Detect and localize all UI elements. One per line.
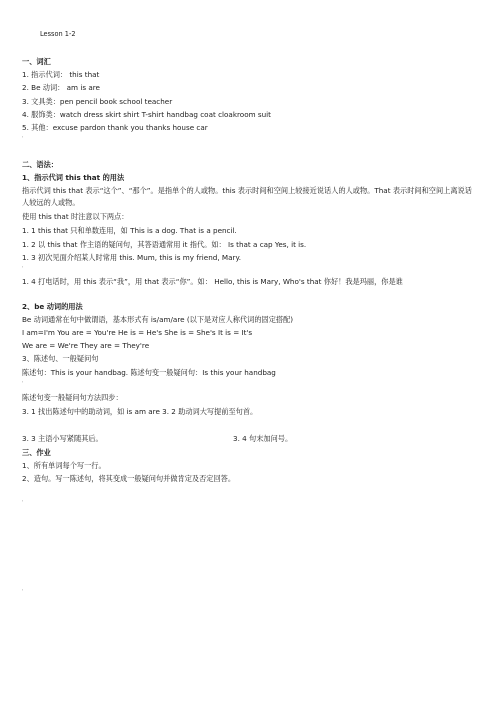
paragraph-mark: ' [22,266,24,272]
paragraph-mark: ' [22,589,24,595]
vocab-line-4: 4. 服饰类：watch dress skirt shirt T-shirt handbag coat cloakroom suit [22,110,271,119]
grammar-point-1-4: 1. 4 打电话时，用 this 表示“我”，用 that 表示“你”。如： Hello, this is Mary, Who's that 你好！我是玛丽，你是谁 [22,277,403,286]
section-1-heading: 一、词汇 [22,57,51,66]
vocab-line-5: 5. 其他：excuse pardon thank you thanks house car [22,123,208,132]
section-3-heading: 三、作业 [22,448,51,457]
paragraph-mark: ' [22,381,24,387]
paragraph-mark: ' [22,136,24,142]
grammar-point-1-2: 1. 2 以 this that 作主语的疑问句，其答语通常用 it 指代。如： Is that a cap Yes, it is. [22,240,307,249]
lesson-title: Lesson 1-2 [40,30,76,38]
paragraph-mark: ' [22,500,24,506]
grammar-sub-1: 1、指示代词 this that 的用法 [22,173,125,182]
grammar-paragraph-1: 指示代词 this that 表示“这个”、“那个”。是指单个的人或物。this 表示时间和空间上较接近说话人的人或物。That 表示时间和空间上离说话人较远的人或物。 [22,186,472,207]
grammar-point-1-1: 1. 1 this that 只和单数连用，如 This is a dog. That is a pencil. [22,226,237,235]
steps-line-2a: 3. 3 主语小写紧随其后。 [22,434,103,443]
homework-line-2: 2、造句。写一陈述句，将其变成一般疑问句并做肯定及否定回答。 [22,474,236,483]
vocab-line-2: 2. Be 动词： am is are [22,83,100,92]
steps-line-2b: 3. 4 句末加问号。 [233,434,293,443]
four-steps-heading: 陈述句变一般疑问句方法四步： [22,393,123,402]
section-2-heading: 二、语法： [22,160,58,169]
vocab-line-3: 3. 文具类：pen pencil book school teacher [22,97,173,106]
sentence-types-heading: 3、陈述句、一般疑问句 [22,354,99,363]
vocab-line-1: 1. 指示代词： this that [22,70,100,79]
homework-line-1: 1、所有单词每个写一行。 [22,461,106,470]
grammar-paragraph-2: 使用 this that 时注意以下两点： [22,212,129,221]
be-contractions-2: We are = We're They are = They're [22,341,150,350]
be-contractions-1: I am=I'm You are = You're He is = He's She is = She's It is = It's [22,328,253,337]
grammar-sub-2: 2、be 动词的用法 [22,302,83,311]
sentence-example: 陈述句：This is your handbag. 陈述句变一般疑问句：Is this your handbag [22,368,276,377]
be-paragraph-1: Be 动词通常在句中做谓语，基本形式有 is/am/are (以下是对应人称代词的固定搭配) [22,315,294,324]
grammar-point-1-3: 1. 3 初次见面介绍某人时常用 this. Mum, this is my friend, Mary. [22,253,241,262]
steps-line-1: 3. 1 找出陈述句中的助动词，如 is am are 3. 2 助动词大写提前至句首。 [22,407,258,416]
